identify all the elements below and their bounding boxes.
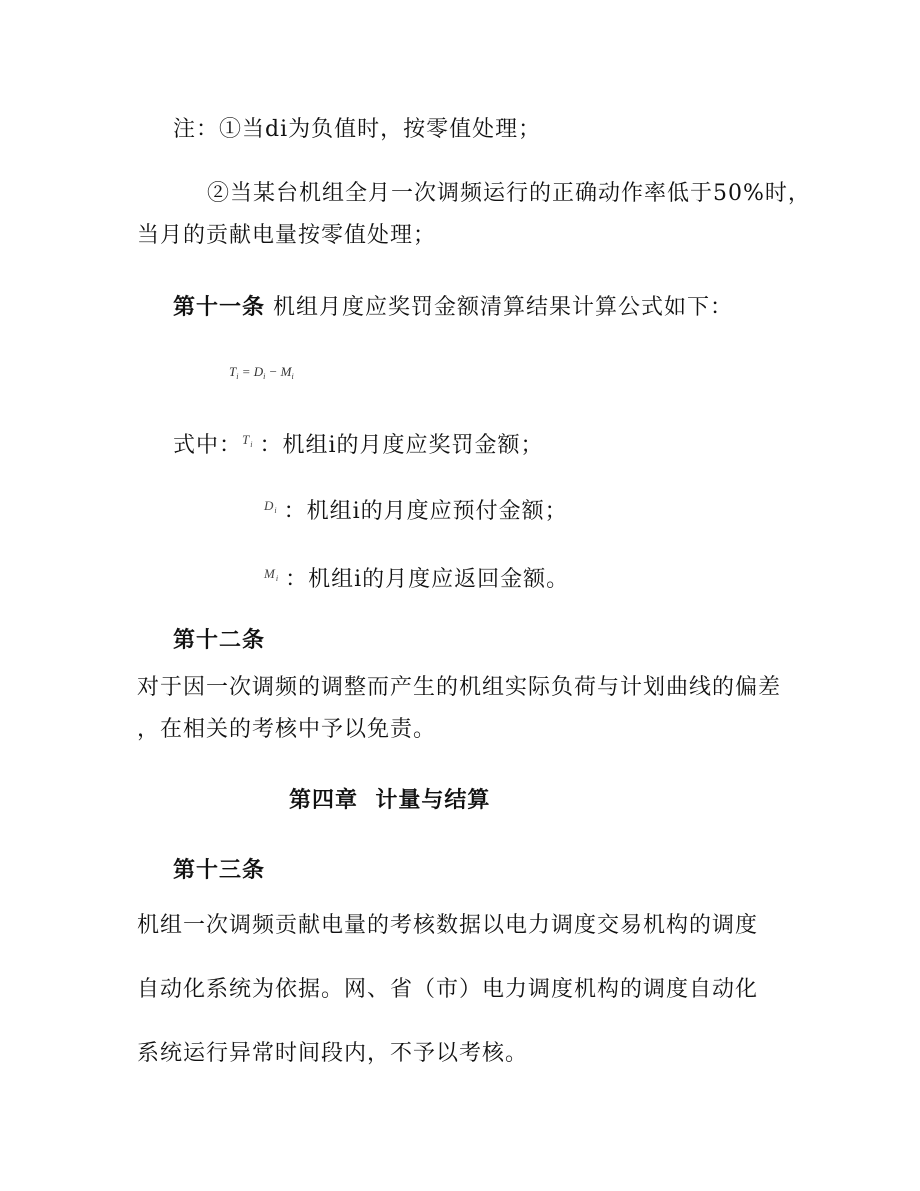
note-line-3: 当月的贡献电量按零值处理； (137, 223, 437, 248)
definition-m-text: ：机组i的月度应返回金额。 (285, 567, 570, 592)
article-12-heading: 第十二条 (173, 627, 266, 653)
symbol-t (242, 425, 253, 460)
article-11-heading: 第十一条 (173, 294, 266, 320)
symbol-d-letter: D (264, 498, 275, 513)
formula-equals: = (241, 364, 251, 379)
article-11-paragraph (173, 292, 733, 323)
formula-term-m-sub: i (291, 372, 294, 381)
where-label: 式中： (173, 433, 243, 458)
symbol-d-sub: i (274, 506, 278, 515)
article-11-text: 机组月度应奖罚金额清算结果计算公式如下： (273, 295, 734, 320)
formula-lhs-sub: i (236, 372, 239, 381)
formula-term-d: D (253, 364, 264, 379)
definition-t-text: ：机组i的月度应奖罚金额； (259, 433, 544, 458)
formula-term-d-sub: i (263, 372, 266, 381)
settlement-formula (229, 364, 294, 381)
definition-d (264, 491, 568, 527)
symbol-t-letter: T (242, 432, 251, 447)
symbol-m (264, 559, 279, 594)
symbol-d (264, 491, 278, 526)
formula-term-m: M (280, 364, 292, 379)
definition-t (173, 425, 544, 461)
formula-minus: − (268, 364, 278, 379)
symbol-m-sub: i (275, 574, 280, 583)
article-13-line-3: 系统运行异常时间段内，不予以考核。 (137, 1041, 529, 1066)
definition-m (264, 559, 569, 595)
formula-lhs: T (229, 364, 237, 379)
article-13-line-2: 自动化系统为依据。网、省（市）电力调度机构的调度自动化 (137, 977, 759, 1002)
note-line-1: 注：①当di为负值时，按零值处理； (173, 117, 542, 142)
article-13-heading: 第十三条 (173, 857, 266, 883)
article-12-line-1: 对于因一次调频的调整而产生的机组实际负荷与计划曲线的偏差 (137, 675, 782, 700)
chapter-4-title: 第四章 计量与结算 (289, 787, 491, 813)
definition-d-text: ：机组i的月度应预付金额； (283, 499, 568, 524)
note-line-2: ②当某台机组全月一次调频运行的正确动作率低于50%时， (207, 181, 811, 206)
symbol-m-letter: M (264, 566, 276, 581)
article-12-line-2: ，在相关的考核中予以免责。 (137, 717, 437, 742)
article-13-line-1: 机组一次调频贡献电量的考核数据以电力调度交易机构的调度 (137, 913, 759, 938)
symbol-t-sub: i (250, 440, 254, 449)
